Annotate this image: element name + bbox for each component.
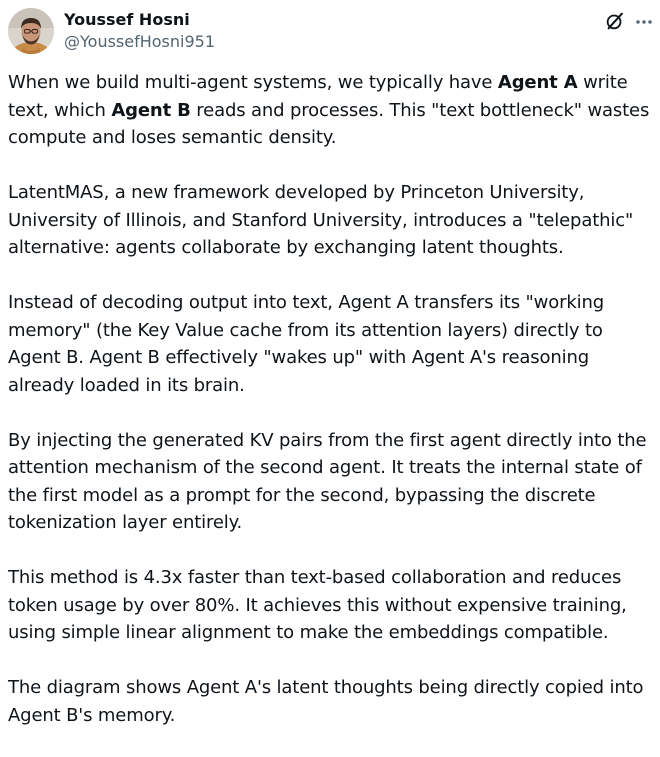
avatar[interactable]: [8, 8, 54, 54]
post-paragraph-1: [8, 69, 658, 152]
text-segment: reads and processes. This "text bottleneck" wastes compute and loses semantic density.: [8, 99, 650, 148]
bold-agent-b: Agent B: [111, 99, 191, 121]
post-paragraph-3: Instead of decoding output into text, Agent A transfers its "working memory" (the Key Value cache from its attention layers) directly to Agent B. Agent B effectively "wakes up" with Agent A's reasoning already loaded in its brain.: [8, 292, 604, 396]
author-name[interactable]: Youssef Hosni: [64, 10, 190, 29]
grok-icon[interactable]: [604, 10, 626, 32]
author-info: [64, 9, 215, 53]
bold-agent-a: Agent A: [497, 72, 578, 93]
text-segment: When we build multi-agent systems, we typically have: [8, 72, 498, 93]
post-paragraph-5: This method is 4.3x faster than text-based collaboration and reduces token usage by over 80%. It achieves this without expensive training, using simple linear alignment to make the embeddings compatible.: [8, 567, 627, 643]
post-text: [8, 69, 658, 757]
avatar-image: [8, 8, 54, 54]
author-handle[interactable]: @YoussefHosni951: [64, 32, 216, 51]
post-paragraph-2: LatentMAS, a new framework developed by Princeton University, University of Illinois, and Stanford University, introduces a "telepathic" alternative: agents collaborate by exchanging latent thoughts.: [8, 182, 634, 258]
text-segment: write text, which: [8, 72, 628, 121]
post-paragraph-6: The diagram shows Agent A's latent thoughts being directly copied into Agent B's memory.: [8, 677, 644, 726]
post-paragraph-4: By injecting the generated KV pairs from the first agent directly into the attention mechanism of the second agent. It treats the internal state of the first model as a prompt for the second, bypassing the discrete tokenization layer entirely.: [8, 429, 647, 533]
more-icon[interactable]: [634, 10, 654, 32]
